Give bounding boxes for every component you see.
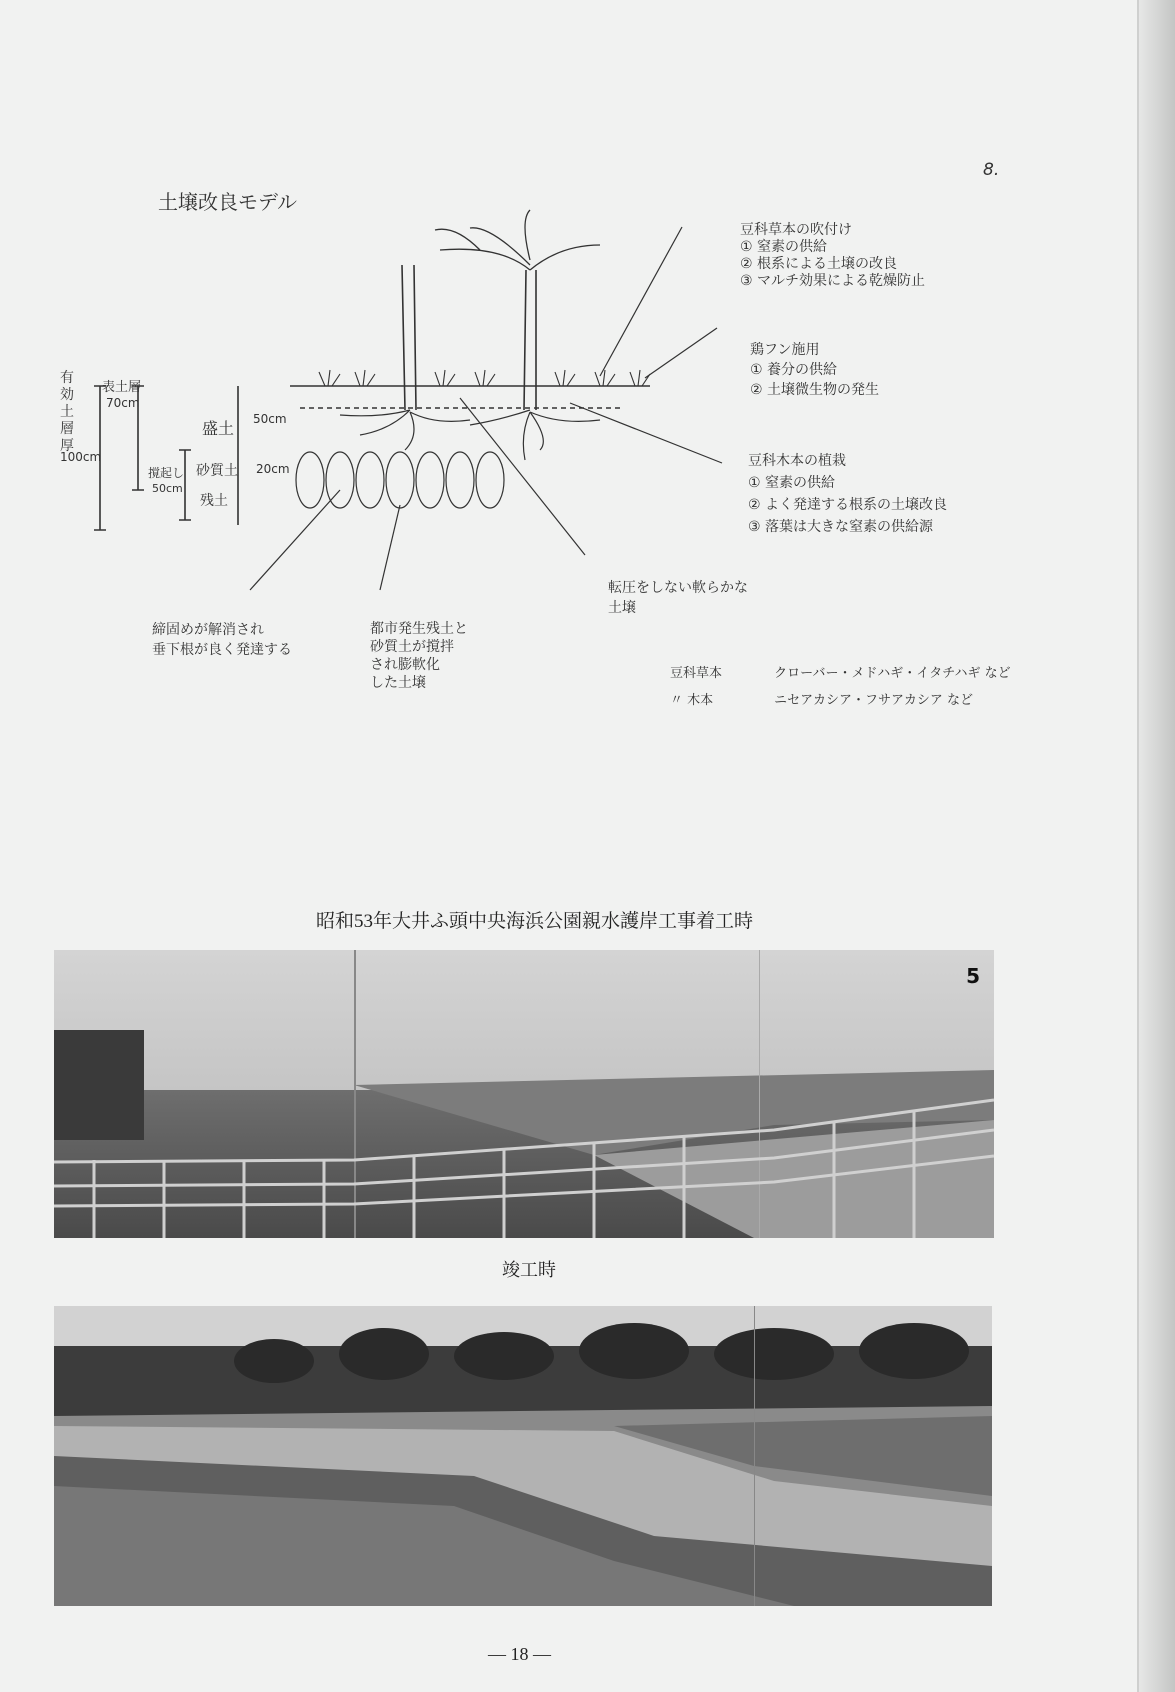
annot-grass-line-2: ① 窒素の供給 (740, 239, 828, 255)
annot-mix-line-3: され膨軟化 (370, 657, 440, 673)
species-label: 〃 木本 (670, 693, 714, 708)
species-row (670, 660, 1011, 687)
photo-completion (54, 1306, 992, 1606)
annot-grass-line-1: 豆科草本の吹付け (740, 222, 852, 238)
layer-mix-value: 50cm (152, 482, 183, 495)
page-mark: 8. (983, 160, 1000, 180)
layer-name-top: 盛土 (202, 419, 235, 438)
annot-roots-line-1: 締固めが解消され (152, 622, 264, 638)
annot-tree-line-2: ① 窒素の供給 (748, 475, 836, 491)
layer-name-bottom: 残土 (200, 493, 228, 509)
annot-mix (370, 620, 468, 692)
layer-label-left-2: 100cm (60, 450, 102, 464)
annot-mulch-line-2: ① 養分の供給 (750, 362, 838, 378)
annot-tree-line-1: 豆科木本の植栽 (748, 453, 846, 469)
annot-roots-line-2: 垂下根が良く発達する (152, 642, 292, 658)
annot-tree-line-3: ② よく発達する根系の土壌改良 (748, 497, 948, 513)
annot-mulch (750, 340, 879, 400)
annot-grass (740, 222, 925, 290)
annot-mulch-line-1: 鶏フン施用 (750, 342, 820, 358)
species-items: クローバー・メドハギ・イタチハギ など (774, 666, 1011, 681)
annot-mix-line-4: した土壌 (370, 675, 426, 691)
layer-mix-label: 撹起し (148, 466, 185, 480)
photo-caption-top: 昭和53年大井ふ頭中央海浜公園親水護岸工事着工時 (316, 911, 754, 932)
soil-improvement-sketch (60, 150, 1060, 710)
annot-grass-line-4: ③ マルチ効果による乾燥防止 (740, 273, 926, 289)
layer-label-left-1: 有効土層厚 (60, 370, 74, 454)
layer-thick-middle: 20cm (256, 462, 290, 476)
page-number: — 18 — (488, 1644, 551, 1664)
annot-roots (152, 620, 292, 660)
annot-mix-line-2: 砂質土が撹拌 (370, 639, 454, 655)
annot-mulch-line-3: ② 土壌微生物の発生 (750, 382, 880, 398)
annot-soft-soil (608, 578, 748, 618)
species-items: ニセアカシア・フサアカシア など (774, 693, 974, 708)
page-edge-line (1137, 0, 1139, 1692)
annot-grass-line-3: ② 根系による土壌の改良 (740, 256, 898, 272)
layer-depth-value: 70cm (106, 396, 140, 410)
annot-soft-soil-line-2: 土壌 (608, 600, 636, 616)
photo-number: 5 (966, 964, 980, 988)
layer-thick-top: 50cm (253, 412, 287, 426)
page-edge (1139, 0, 1175, 1692)
annot-tree-line-4: ③ 落葉は大きな窒素の供給源 (748, 519, 934, 535)
species-label: 豆科草本 (670, 666, 723, 681)
species-list (670, 660, 1011, 714)
annot-tree (748, 450, 947, 538)
photo-before-image (54, 950, 994, 1238)
species-row (670, 687, 1011, 714)
figure-title: 土壌改良モデル (158, 190, 297, 214)
photo-completion-image (54, 1306, 992, 1606)
layer-name-middle: 砂質土 (196, 463, 238, 479)
annot-soft-soil-line-1: 転圧をしない軟らかな (608, 580, 748, 596)
photo-before-construction (54, 950, 994, 1238)
annot-mix-line-1: 都市発生残土と (370, 621, 468, 637)
photo-caption-bottom: 竣工時 (502, 1260, 556, 1280)
layer-depth-label: 表土層 (102, 380, 142, 395)
